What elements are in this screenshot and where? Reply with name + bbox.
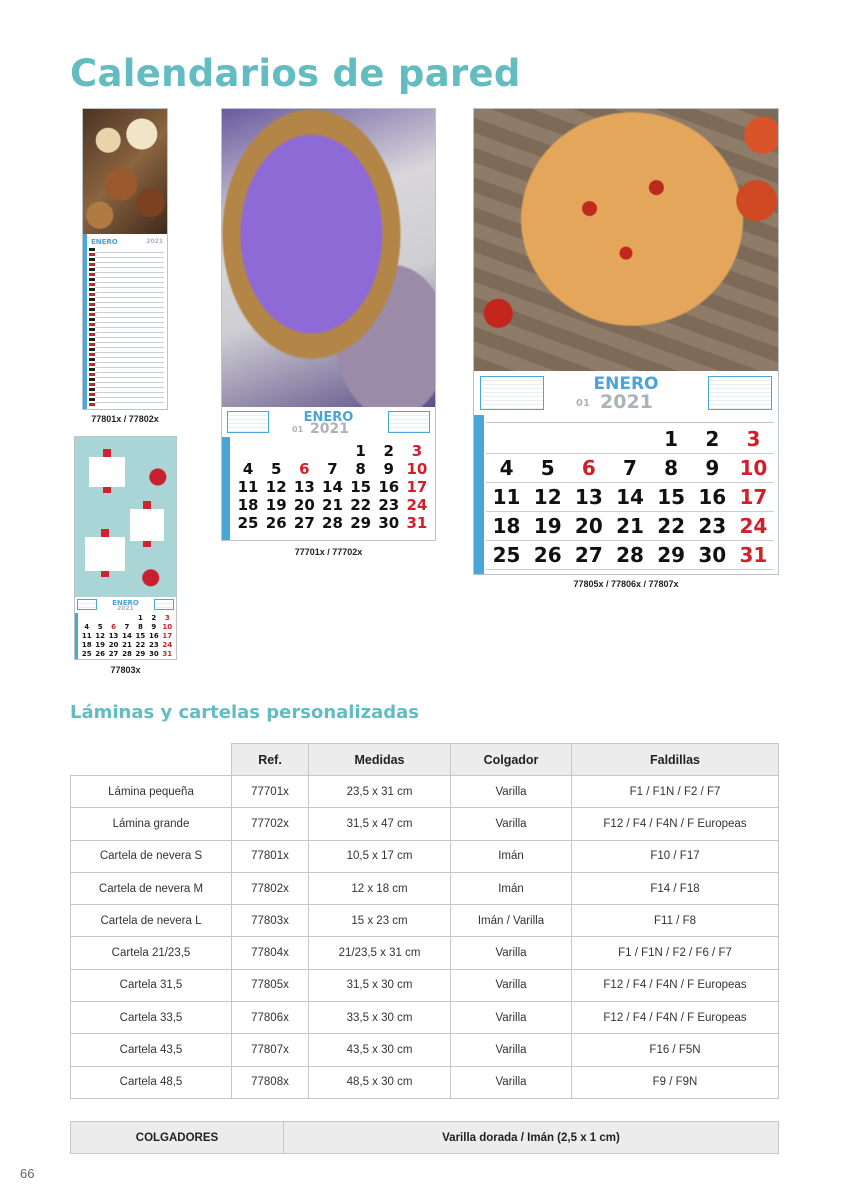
calendar-day: 9 xyxy=(383,460,394,478)
calendar-day: 30 xyxy=(148,650,159,658)
table-row xyxy=(71,905,779,937)
cell-medidas: 31,5 x 47 cm xyxy=(309,808,451,840)
cell-ref: 77801x xyxy=(232,840,309,872)
cell-colgador: Imán xyxy=(451,840,572,872)
calendar-day: 14 xyxy=(616,485,644,509)
calendar-day: 3 xyxy=(164,614,170,622)
calendar-day: 1 xyxy=(137,614,143,622)
calendar-year: 2021 xyxy=(117,605,134,612)
calendar-day: 10 xyxy=(162,623,173,631)
calendar-day: 13 xyxy=(293,478,315,496)
cell-faldillas: F14 / F18 xyxy=(572,872,779,904)
cell-colgador: Varilla xyxy=(451,776,572,808)
table-header-blank xyxy=(71,744,232,776)
cell-faldillas: F1 / F1N / F2 / F7 xyxy=(572,776,779,808)
cell-medidas: 15 x 23 cm xyxy=(309,905,451,937)
calendar-day: 19 xyxy=(533,514,562,538)
calendar-day: 23 xyxy=(148,641,159,649)
calendar-day-header xyxy=(486,415,774,423)
calendar-day: 9 xyxy=(151,623,157,631)
calendar-day: 2 xyxy=(705,427,720,451)
cell-medidas: 43,5 x 30 cm xyxy=(309,1034,451,1066)
calendar-day: 10 xyxy=(739,456,768,480)
calendar-month-number: 01 xyxy=(576,398,590,409)
calendar-day: 25 xyxy=(237,514,259,532)
calendar-day: 25 xyxy=(492,543,521,567)
calendar-day xyxy=(234,442,262,460)
calendar-day: 28 xyxy=(122,650,132,658)
calendar-year: 2021 xyxy=(310,421,349,437)
cell-colgador: Varilla xyxy=(451,969,572,1001)
calendar-year: 2021 xyxy=(600,391,653,413)
calendar-day: 4 xyxy=(242,460,254,478)
calendar-month-number: 01 xyxy=(292,425,304,434)
caption-calendar-lavender: 77701x / 77702x xyxy=(294,547,363,557)
calendar-day xyxy=(262,442,290,460)
calendar-day: 16 xyxy=(378,478,400,496)
calendar-day xyxy=(120,614,133,623)
column-header-ref: Ref. xyxy=(232,744,309,776)
calendar-day: 5 xyxy=(97,623,103,631)
calendar-gifts xyxy=(75,437,176,659)
calendar-day: 1 xyxy=(355,442,366,460)
calendar-sidebar xyxy=(474,415,484,574)
calendar-day: 22 xyxy=(350,496,372,514)
cell-faldillas: F1 / F1N / F2 / F6 / F7 xyxy=(572,937,779,969)
table-header-row xyxy=(71,744,779,776)
cell-ref: 77806x xyxy=(232,1002,309,1034)
cell-faldillas: F12 / F4 / F4N / F Europeas xyxy=(572,808,779,840)
calendar-day: 15 xyxy=(657,485,686,509)
calendar-day: 2 xyxy=(383,442,394,460)
calendar-day: 6 xyxy=(299,460,310,478)
calendar-year: 2021 xyxy=(146,238,163,245)
cell-faldillas: F12 / F4 / F4N / F Europeas xyxy=(572,1002,779,1034)
calendar-day: 15 xyxy=(135,632,146,640)
cell-faldillas: F16 / F5N xyxy=(572,1034,779,1066)
column-header-faldillas: Faldillas xyxy=(572,744,779,776)
table-body xyxy=(71,776,779,1099)
cell-colgador: Imán xyxy=(451,872,572,904)
calendar-day: 26 xyxy=(265,514,287,532)
calendar-day: 17 xyxy=(739,485,768,509)
calendar-day: 28 xyxy=(616,543,644,567)
table-row xyxy=(71,1066,779,1098)
caption-calendar-pizza: 77805x / 77806x / 77807x xyxy=(573,579,679,589)
calendar-day: 25 xyxy=(81,650,92,658)
calendar-day: 7 xyxy=(124,623,130,631)
calendar-day: 9 xyxy=(705,456,720,480)
cell-colgador: Varilla xyxy=(451,808,572,840)
cell-faldillas: F9 / F9N xyxy=(572,1066,779,1098)
calendar-month: ENERO xyxy=(593,374,659,394)
colgadores-value: Varilla dorada / Imán (2,5 x 1 cm) xyxy=(284,1122,779,1154)
calendar-day: 27 xyxy=(293,514,315,532)
calendar-day xyxy=(107,614,120,623)
table-row xyxy=(71,969,779,1001)
table-row xyxy=(71,937,779,969)
calendar-day xyxy=(80,614,93,623)
pizza-photo xyxy=(474,109,778,371)
calendar-day: 6 xyxy=(581,456,596,480)
calendar-day: 3 xyxy=(746,427,761,451)
cell-colgador: Imán / Varilla xyxy=(451,905,572,937)
calendar-day: 24 xyxy=(406,496,428,514)
cell-medidas: 10,5 x 17 cm xyxy=(309,840,451,872)
cell-ref: 77803x xyxy=(232,905,309,937)
calendar-pizza xyxy=(474,109,778,574)
calendar-day: 4 xyxy=(84,623,90,631)
calendar-day: 20 xyxy=(293,496,315,514)
calendar-day xyxy=(527,425,568,454)
calendar-day: 10 xyxy=(406,460,428,478)
calendar-day: 18 xyxy=(81,641,92,649)
calendar-days xyxy=(486,425,774,570)
cell-medidas: 23,5 x 31 cm xyxy=(309,776,451,808)
caption-calendar-nuts: 77801x / 77802x xyxy=(91,414,159,424)
calendar-day: 23 xyxy=(378,496,400,514)
table-row xyxy=(71,808,779,840)
calendar-day: 31 xyxy=(162,650,173,658)
calendar-day: 16 xyxy=(148,632,159,640)
calendar-day: 12 xyxy=(533,485,562,509)
cell-colgador: Varilla xyxy=(451,1034,572,1066)
calendar-day: 3 xyxy=(411,442,423,460)
cell-product: Cartela de nevera L xyxy=(71,905,232,937)
cell-product: Cartela 31,5 xyxy=(71,969,232,1001)
calendar-days xyxy=(234,442,431,532)
calendar-day: 13 xyxy=(574,485,603,509)
calendar-day: 22 xyxy=(135,641,146,649)
cell-ref: 77701x xyxy=(232,776,309,808)
cell-product: Cartela 43,5 xyxy=(71,1034,232,1066)
calendar-day: 26 xyxy=(533,543,562,567)
cell-medidas: 12 x 18 cm xyxy=(309,872,451,904)
calendar-day: 13 xyxy=(108,632,119,640)
calendar-day: 30 xyxy=(378,514,400,532)
cell-product: Lámina pequeña xyxy=(71,776,232,808)
nuts-photo xyxy=(83,109,167,234)
calendar-day: 30 xyxy=(698,543,727,567)
cell-product: Cartela 48,5 xyxy=(71,1066,232,1098)
calendar-month: ENERO xyxy=(91,238,118,246)
calendar-sidebar xyxy=(83,234,87,409)
calendar-day: 23 xyxy=(698,514,727,538)
cell-ref: 77702x xyxy=(232,808,309,840)
cell-faldillas: F10 / F17 xyxy=(572,840,779,872)
colgadores-row xyxy=(71,1122,779,1154)
calendar-day: 8 xyxy=(664,456,679,480)
calendar-day: 11 xyxy=(237,478,259,496)
calendar-day: 8 xyxy=(355,460,366,478)
gifts-photo xyxy=(75,437,176,597)
calendar-day: 21 xyxy=(122,641,132,649)
calendar-day xyxy=(486,425,527,454)
table-row xyxy=(71,776,779,808)
calendar-day: 6 xyxy=(111,623,116,631)
calendar-grid xyxy=(75,597,176,659)
calendar-day: 15 xyxy=(350,478,372,496)
calendar-day: 28 xyxy=(322,514,343,532)
calendar-day: 5 xyxy=(270,460,282,478)
calendar-day: 21 xyxy=(616,514,644,538)
cell-product: Lámina grande xyxy=(71,808,232,840)
calendar-sidebar xyxy=(75,613,78,659)
cell-medidas: 33,5 x 30 cm xyxy=(309,1002,451,1034)
calendar-day: 12 xyxy=(265,478,287,496)
calendar-day: 26 xyxy=(95,650,105,658)
calendar-day: 18 xyxy=(492,514,521,538)
calendar-day: 31 xyxy=(406,514,428,532)
calendar-day: 22 xyxy=(657,514,686,538)
calendar-day: 16 xyxy=(698,485,727,509)
calendar-days xyxy=(80,614,174,659)
calendar-day: 29 xyxy=(135,650,146,658)
calendar-day: 18 xyxy=(237,496,259,514)
table-row xyxy=(71,872,779,904)
calendar-lavender xyxy=(222,109,435,540)
calendar-day xyxy=(290,442,318,460)
cell-product: Cartela de nevera M xyxy=(71,872,232,904)
section-title: Láminas y cartelas personalizadas xyxy=(70,702,420,723)
calendar-day: 19 xyxy=(265,496,287,514)
column-header-colgador: Colgador xyxy=(451,744,572,776)
cell-product: Cartela de nevera S xyxy=(71,840,232,872)
calendar-day: 14 xyxy=(122,632,132,640)
cell-product: Cartela 21/23,5 xyxy=(71,937,232,969)
calendar-day: 27 xyxy=(574,543,603,567)
calendar-day: 29 xyxy=(350,514,372,532)
calendar-day: 14 xyxy=(322,478,343,496)
page-number: 66 xyxy=(20,1166,35,1181)
calendar-day: 7 xyxy=(327,460,338,478)
cell-faldillas: F12 / F4 / F4N / F Europeas xyxy=(572,969,779,1001)
cell-colgador: Varilla xyxy=(451,937,572,969)
table-row xyxy=(71,1034,779,1066)
calendar-sidebar xyxy=(222,437,230,540)
calendar-day: 11 xyxy=(492,485,521,509)
calendar-day: 2 xyxy=(151,614,157,622)
cell-medidas: 31,5 x 30 cm xyxy=(309,969,451,1001)
calendar-month: ENERO xyxy=(303,410,354,425)
calendar-day xyxy=(568,425,609,454)
calendar-day: 24 xyxy=(162,641,173,649)
colgadores-label: COLGADORES xyxy=(71,1122,284,1154)
cell-product: Cartela 33,5 xyxy=(71,1002,232,1034)
cell-ref: 77805x xyxy=(232,969,309,1001)
calendar-day: 12 xyxy=(95,632,105,640)
calendar-grid xyxy=(474,371,778,574)
calendar-day: 20 xyxy=(574,514,603,538)
calendar-day: 11 xyxy=(81,632,92,640)
calendar-day: 17 xyxy=(406,478,428,496)
calendar-day: 27 xyxy=(108,650,119,658)
cell-colgador: Varilla xyxy=(451,1066,572,1098)
calendar-day: 5 xyxy=(540,456,555,480)
calendar-day: 4 xyxy=(499,456,514,480)
page-title: Calendarios de pared xyxy=(70,52,521,95)
calendar-month: ENERO xyxy=(112,599,139,607)
table-row xyxy=(71,1002,779,1034)
calendar-nuts xyxy=(83,109,167,409)
calendar-day xyxy=(318,442,346,460)
calendar-day xyxy=(609,425,650,454)
cell-medidas: 21/23,5 x 31 cm xyxy=(309,937,451,969)
calendar-day: 8 xyxy=(137,623,143,631)
colgadores-table xyxy=(70,1121,779,1154)
calendar-day: 7 xyxy=(623,456,637,480)
calendar-day-column xyxy=(89,248,95,406)
cell-ref: 77807x xyxy=(232,1034,309,1066)
cell-medidas: 48,5 x 30 cm xyxy=(309,1066,451,1098)
calendar-day: 17 xyxy=(162,632,173,640)
cell-colgador: Varilla xyxy=(451,1002,572,1034)
lavender-photo xyxy=(222,109,435,407)
cell-ref: 77802x xyxy=(232,872,309,904)
cell-ref: 77808x xyxy=(232,1066,309,1098)
cell-faldillas: F11 / F8 xyxy=(572,905,779,937)
calendar-day: 29 xyxy=(657,543,686,567)
calendar-day xyxy=(93,614,106,623)
cell-ref: 77804x xyxy=(232,937,309,969)
calendar-day: 24 xyxy=(739,514,768,538)
calendar-day: 19 xyxy=(95,641,105,649)
column-header-medidas: Medidas xyxy=(309,744,451,776)
calendar-day: 1 xyxy=(664,427,679,451)
calendar-day: 21 xyxy=(322,496,343,514)
calendar-day: 20 xyxy=(108,641,119,649)
table-row xyxy=(71,840,779,872)
calendar-grid xyxy=(222,407,435,540)
calendar-day-lines xyxy=(89,248,164,406)
calendar-day: 31 xyxy=(739,543,768,567)
caption-calendar-gifts: 77803x xyxy=(110,665,141,675)
specs-table xyxy=(70,743,779,1099)
